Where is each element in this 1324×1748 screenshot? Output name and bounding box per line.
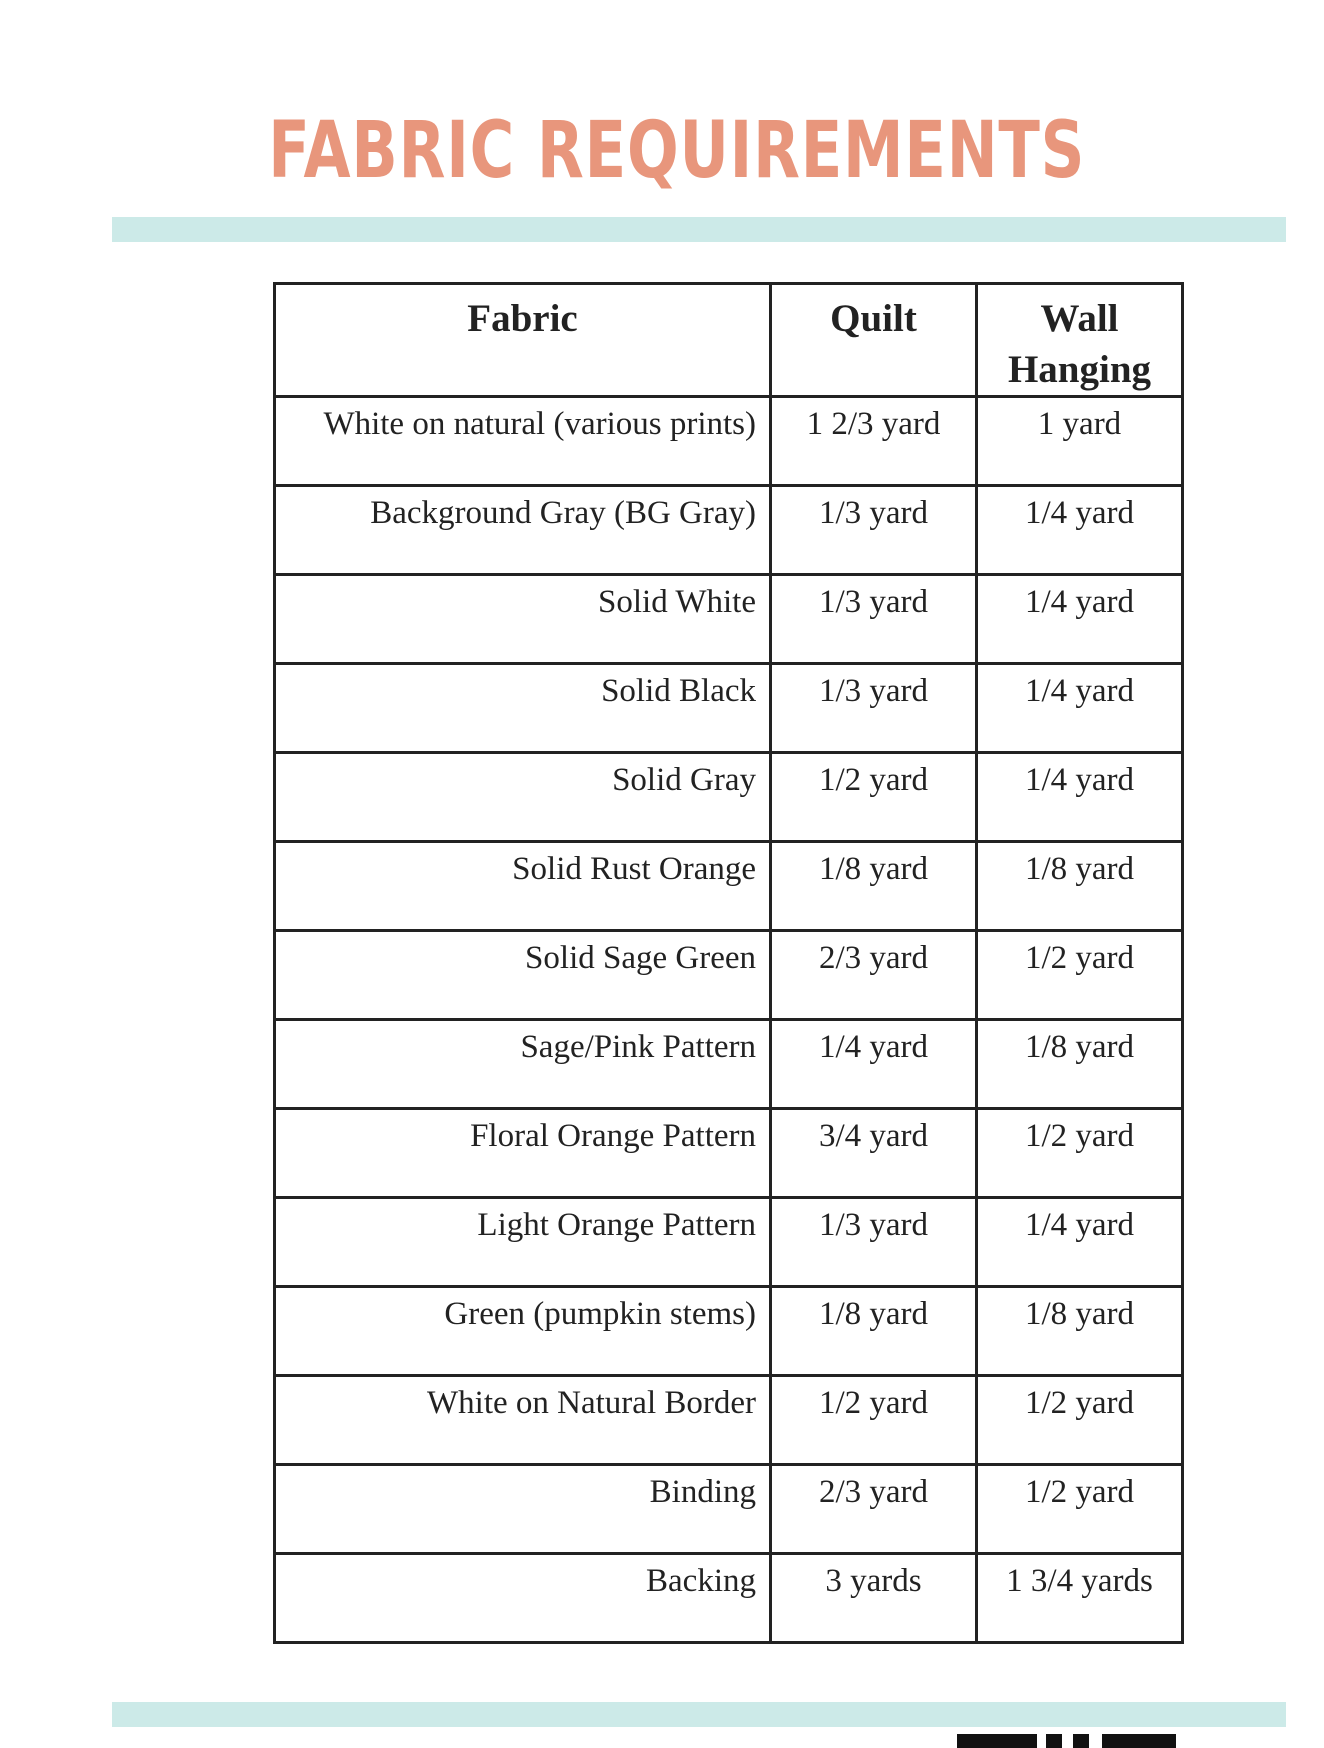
quilt-amount-cell: 3 yards	[771, 1554, 977, 1643]
table-row	[275, 842, 1183, 931]
quilt-amount-cell: 1/3 yard	[771, 575, 977, 664]
table-row	[275, 1020, 1183, 1109]
table-row	[275, 1109, 1183, 1198]
quilt-amount-cell: 1/8 yard	[771, 842, 977, 931]
footer-logo-fragment	[1102, 1734, 1176, 1748]
table-row	[275, 486, 1183, 575]
wall-amount-cell: 1/8 yard	[977, 1287, 1183, 1376]
quilt-amount-cell: 2/3 yard	[771, 931, 977, 1020]
fabric-cell: Light Orange Pattern	[275, 1198, 771, 1287]
footer-logo-fragment	[957, 1734, 1037, 1748]
wall-amount-cell: 1 3/4 yards	[977, 1554, 1183, 1643]
footer-logo-fragment	[1046, 1734, 1062, 1748]
header-wall-hanging: Wall Hanging	[977, 284, 1183, 397]
fabric-cell: Backing	[275, 1554, 771, 1643]
fabric-cell: Green (pumpkin stems)	[275, 1287, 771, 1376]
quilt-amount-cell: 1 2/3 yard	[771, 397, 977, 486]
fabric-cell: Sage/Pink Pattern	[275, 1020, 771, 1109]
table-row	[275, 1287, 1183, 1376]
fabric-requirements-table	[273, 282, 1184, 1644]
table-header-row	[275, 284, 1183, 397]
top-divider-band	[112, 217, 1286, 242]
quilt-amount-cell: 2/3 yard	[771, 1465, 977, 1554]
table-row	[275, 664, 1183, 753]
wall-amount-cell: 1/2 yard	[977, 1109, 1183, 1198]
wall-amount-cell: 1/4 yard	[977, 753, 1183, 842]
wall-amount-cell: 1/4 yard	[977, 486, 1183, 575]
wall-amount-cell: 1 yard	[977, 397, 1183, 486]
footer-logo-fragment	[1073, 1734, 1089, 1748]
wall-amount-cell: 1/2 yard	[977, 1465, 1183, 1554]
quilt-amount-cell: 1/3 yard	[771, 1198, 977, 1287]
quilt-amount-cell: 1/4 yard	[771, 1020, 977, 1109]
table-row	[275, 1554, 1183, 1643]
table-row	[275, 753, 1183, 842]
table-row	[275, 397, 1183, 486]
fabric-cell: Solid Sage Green	[275, 931, 771, 1020]
table-row	[275, 1465, 1183, 1554]
fabric-cell: Solid Rust Orange	[275, 842, 771, 931]
quilt-amount-cell: 3/4 yard	[771, 1109, 977, 1198]
fabric-cell: Binding	[275, 1465, 771, 1554]
wall-amount-cell: 1/8 yard	[977, 842, 1183, 931]
fabric-cell: Background Gray (BG Gray)	[275, 486, 771, 575]
table-row	[275, 1198, 1183, 1287]
wall-amount-cell: 1/4 yard	[977, 575, 1183, 664]
header-quilt: Quilt	[771, 284, 977, 397]
fabric-cell: Solid Black	[275, 664, 771, 753]
bottom-divider-band	[112, 1702, 1286, 1727]
fabric-cell: White on Natural Border	[275, 1376, 771, 1465]
header-fabric: Fabric	[275, 284, 771, 397]
fabric-cell: White on natural (various prints)	[275, 397, 771, 486]
quilt-amount-cell: 1/3 yard	[771, 664, 977, 753]
wall-amount-cell: 1/4 yard	[977, 664, 1183, 753]
wall-amount-cell: 1/2 yard	[977, 1376, 1183, 1465]
fabric-cell: Floral Orange Pattern	[275, 1109, 771, 1198]
quilt-amount-cell: 1/3 yard	[771, 486, 977, 575]
fabric-cell: Solid White	[275, 575, 771, 664]
wall-amount-cell: 1/4 yard	[977, 1198, 1183, 1287]
wall-amount-cell: 1/8 yard	[977, 1020, 1183, 1109]
table-row	[275, 575, 1183, 664]
quilt-amount-cell: 1/2 yard	[771, 1376, 977, 1465]
quilt-amount-cell: 1/8 yard	[771, 1287, 977, 1376]
fabric-cell: Solid Gray	[275, 753, 771, 842]
table-row	[275, 931, 1183, 1020]
page-title: FABRIC REQUIREMENTS	[268, 106, 1086, 196]
wall-amount-cell: 1/2 yard	[977, 931, 1183, 1020]
table-row	[275, 1376, 1183, 1465]
quilt-amount-cell: 1/2 yard	[771, 753, 977, 842]
